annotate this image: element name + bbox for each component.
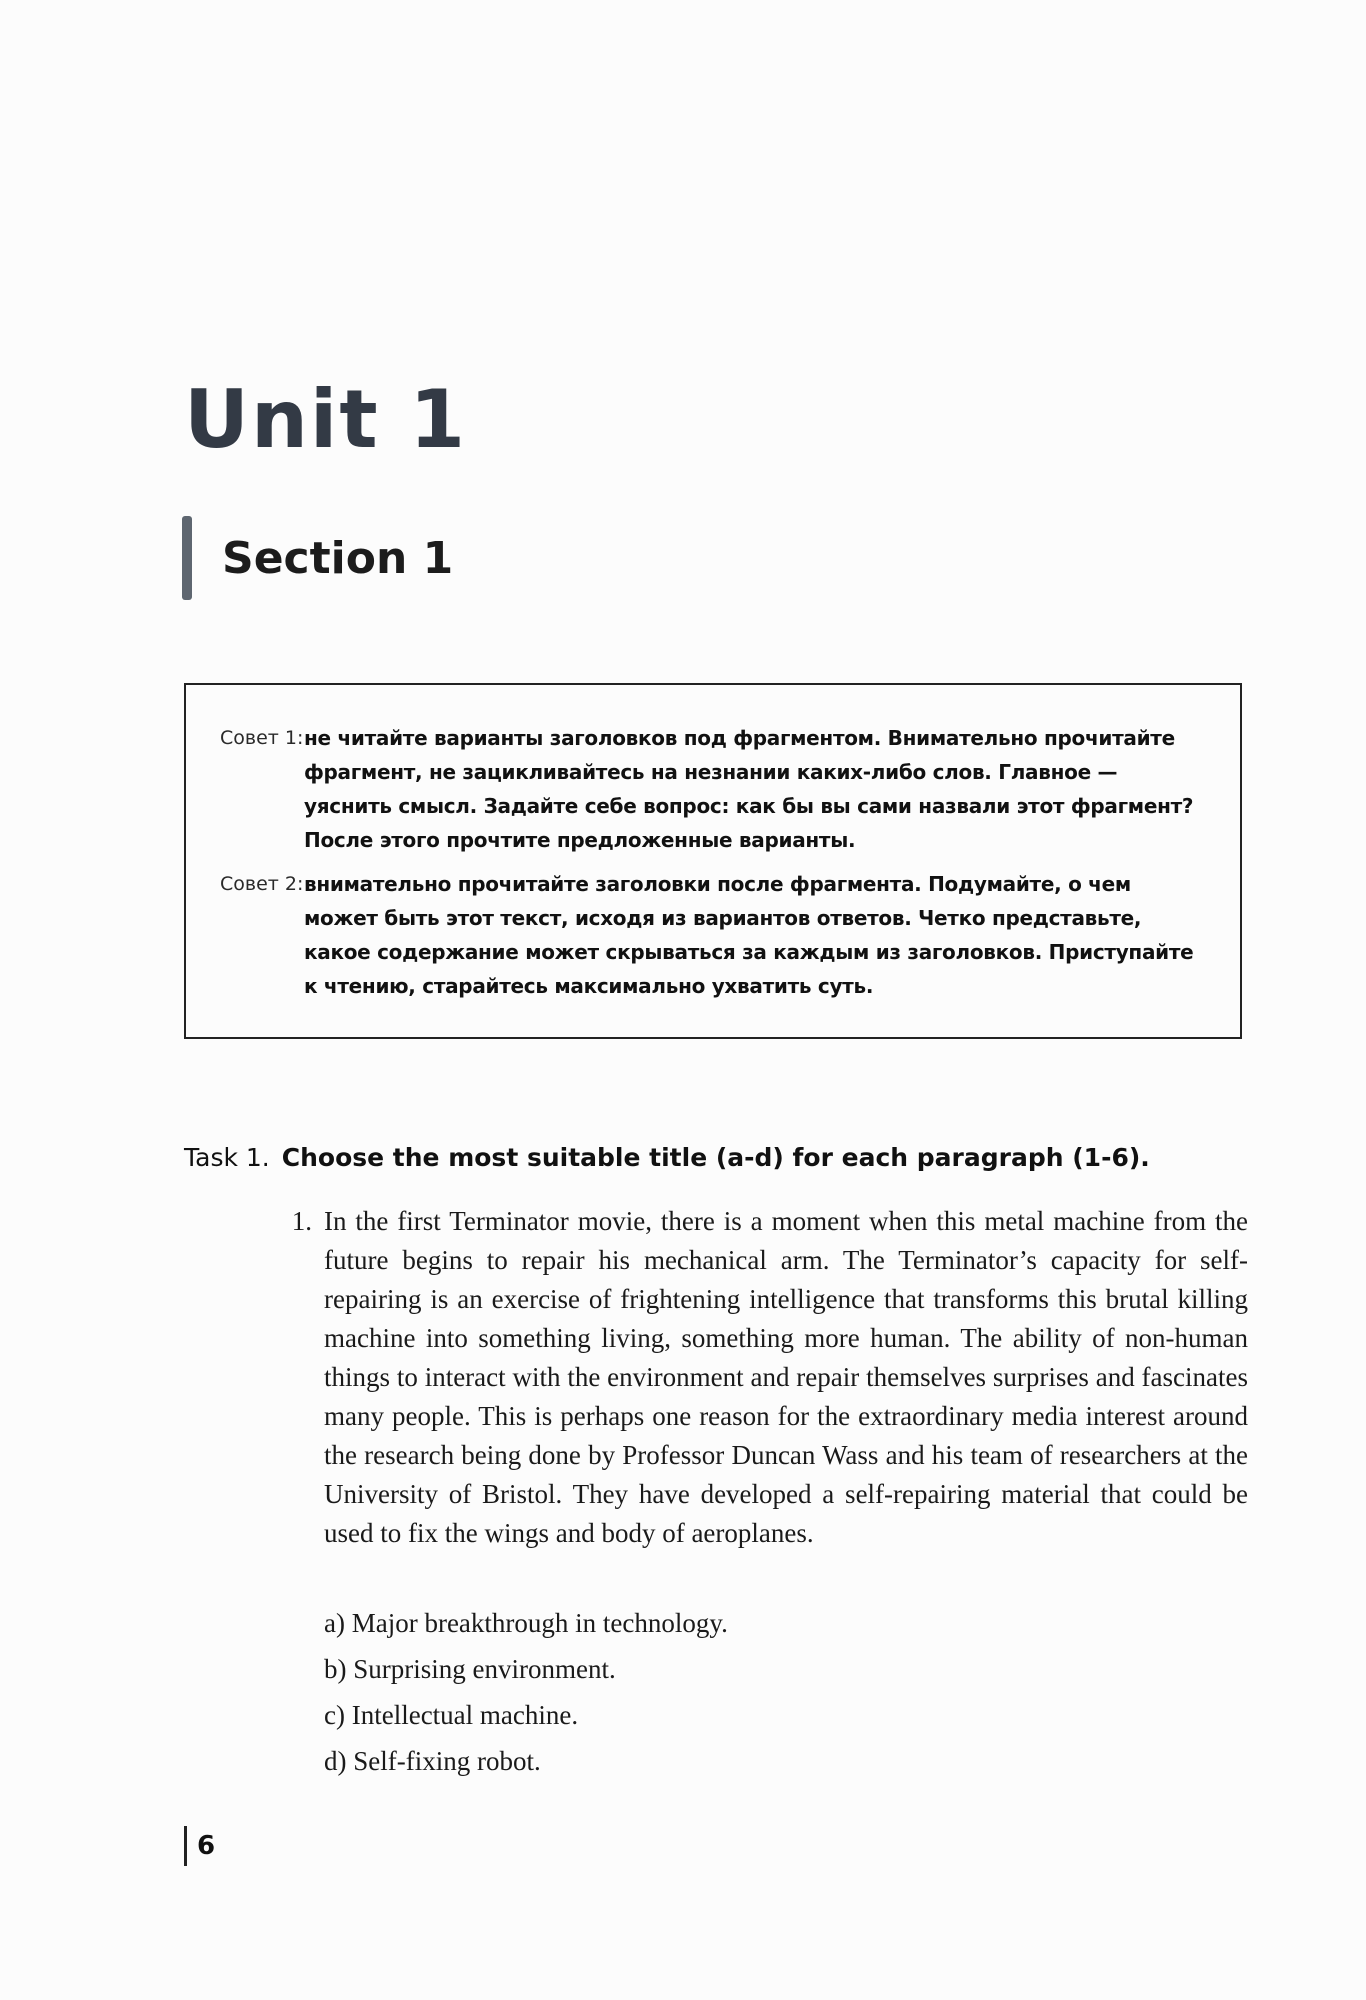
section-heading bbox=[182, 516, 453, 600]
paragraph-text: In the first Terminator movie, there is a moment when this metal machine from the future begins to repair his mechanical arm. The Terminator’s capacity for self-repairing is an exercise of frightening intelligence that transforms this brutal killing machine into something living, something more human. The ability of non-human things to interact with the environment and repair themselves surprises and fascinates many people. This is perhaps one reason for the extraordinary media interest around the research being done by Professor Duncan Wass and his team of researchers at the University of Bristol. They have developed a self-repairing material that could be used to fix the wings and body of aeroplanes. bbox=[324, 1206, 1248, 1548]
task-instruction: Choose the most suitable title (a-d) for each paragraph (1-6). bbox=[281, 1143, 1150, 1172]
section-title: Section 1 bbox=[222, 532, 454, 584]
paragraph-number: 1. bbox=[291, 1206, 312, 1236]
option-d: d) Self-fixing robot. bbox=[324, 1746, 541, 1776]
section-bar-decoration bbox=[182, 516, 192, 600]
answer-options bbox=[324, 1600, 728, 1784]
task-heading bbox=[184, 1140, 1244, 1176]
page-number-bar-decoration bbox=[184, 1826, 187, 1866]
option-b: b) Surprising environment. bbox=[324, 1654, 616, 1684]
unit-title: Unit 1 bbox=[184, 373, 468, 466]
tip-1-label: Совет 1: bbox=[220, 727, 304, 749]
option-c: c) Intellectual machine. bbox=[324, 1700, 579, 1730]
task-label: Task 1. bbox=[184, 1143, 270, 1172]
tip-1 bbox=[220, 721, 1206, 857]
tip-2-text: внимательно прочитайте заголовки после фрагмента. Подумайте, о чем может быть этот текст, исходя из вариантов ответов. Четко представьте, какое содержание может скрываться за каждым из заголовков. Приступайте к чтению, старайтесь максимально ухватить суть. bbox=[304, 872, 1194, 998]
tip-2 bbox=[220, 867, 1206, 1003]
tip-1-text: не читайте варианты заголовков под фрагментом. Внимательно прочитайте фрагмент, не зацикливайтесь на незнании каких-либо слов. Главное — уяснить смысл. Задайте себе вопрос: как бы вы сами назвали этот фрагмент? После этого прочтите предложенные варианты. bbox=[304, 726, 1194, 852]
tip-2-label: Совет 2: bbox=[220, 873, 304, 895]
paragraph-1 bbox=[272, 1202, 1248, 1553]
page-footer bbox=[184, 1826, 215, 1866]
page-number: 6 bbox=[197, 1831, 216, 1861]
tips-box bbox=[184, 683, 1242, 1039]
option-a: a) Major breakthrough in technology. bbox=[324, 1608, 728, 1638]
